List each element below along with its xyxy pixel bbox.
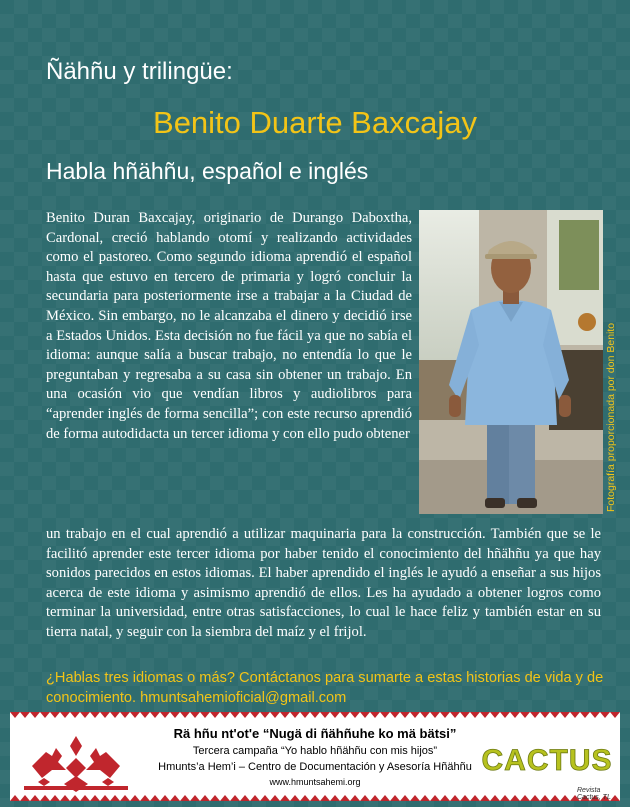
zigzag-border-top	[10, 712, 620, 719]
svg-text:CACTUS: CACTUS	[481, 744, 613, 777]
call-to-action: ¿Hablas tres idiomas o más? Contáctanos para sumarte a estas historias de vida y de conocimiento. hmuntsahemioficial@gmail.com	[46, 670, 604, 706]
person-name: Benito Duarte Baxcajay	[153, 105, 477, 140]
cactus-logo	[480, 734, 615, 784]
portrait-illustration	[419, 210, 603, 514]
signature: Revista Cactus, TL	[577, 787, 611, 801]
story-paragraph-2: un trabajo en el cual aprendió a utilizar maquinaria para la construcción. También que se le facilitó aprender este tercer idioma por haber tenido el conocimiento del hñähñu ya que hay sonidos parecidos en estos idiomas. El haber aprendido el inglés le ayudó a enseñar a sus hijos acerca de este idioma y asimismo aprendió de ellos. Les ha ayudado a obtener logros como terminar la universidad, entre otras satisfacciones, lo cual le hace feliz y también estar en su tierra natal, y seguir con la siembra del maíz y el frijol.	[46, 526, 601, 640]
footer-banner	[10, 712, 620, 801]
photo-credit: Fotografía proporcionada por don Benito	[605, 322, 617, 512]
organization-name: Hmunts’a Hem’i – Centro de Documentación y Asesoría Hñähñu	[158, 761, 472, 773]
kicker-title: Ñähñu y trilingüe:	[46, 58, 233, 85]
story-paragraph-1: Benito Duran Baxcajay, originario de Durango Daboxtha, Cardonal, creció hablando otomí y realizando actividades como el pastoreo. Como segundo idioma aprendió el español hasta que estuvo en tercero de primaria y logró concluir la secundaria para posteriormente irse a trabajar a la Ciudad de México. Sin embargo, no le alcanzaba el dinero y decidió irse a Estados Unidos. Esta decisión no fue fácil ya que no sabía el idioma: aunque salía a buscar trabajo, no entendía lo que le preguntaban y regresaba a su casa sin obtener un trabajo. En una ocasión vio que vendían libros y audiolibros para “aprender inglés de forma sencilla”; con este recurso aprendió de forma autodidacta un tercer idioma y con ello pudo obtener	[46, 210, 412, 442]
subtitle: Habla hñähñu, español e inglés	[46, 158, 369, 184]
website-link[interactable]: www.hmuntsahemi.org	[269, 777, 361, 787]
campaign-label: Tercera campaña “Yo hablo hñähñu con mis hijos”	[192, 745, 438, 757]
footer-title: Rä hñu nt'ot'e “Nugä di ñähñuhe ko mä bätsi”	[173, 726, 457, 741]
portrait-photo	[419, 210, 603, 514]
